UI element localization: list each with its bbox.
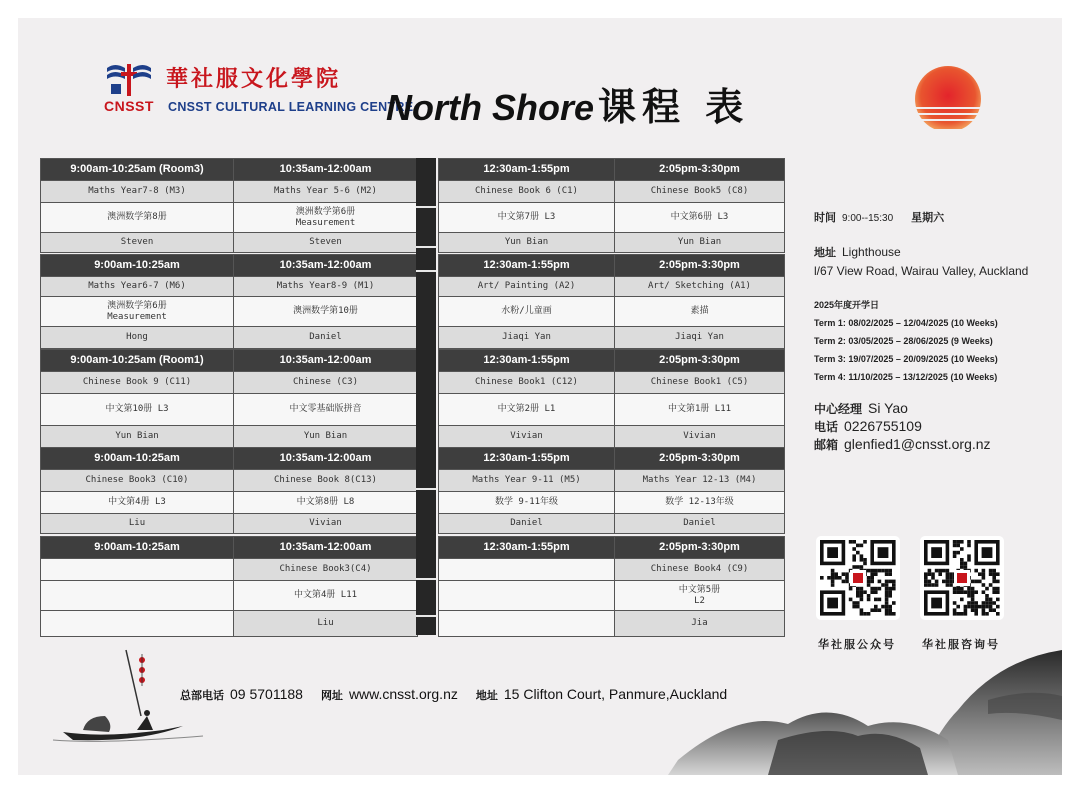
email-value[interactable]: glenfied1@cnsst.org.nz [844,436,991,452]
course-name: Chinese Book3 (C10) [41,470,234,492]
teacher-name: Jiaqi Yan [439,327,615,349]
table-row [41,426,418,448]
time-slot-header: 2:05pm-3:30pm [615,448,785,470]
teacher-name: Daniel [439,514,615,534]
time-info [814,206,950,225]
table-row [41,559,418,581]
table-row [41,297,418,327]
teacher-name: Steven [41,233,234,253]
teacher-name [439,611,615,637]
time-slot-header: 9:00am-10:25am [41,255,234,277]
qr-code-icon[interactable] [816,536,900,620]
website-link[interactable]: www.cnsst.org.nz [348,686,458,702]
time-header-row [41,255,418,277]
course-material [41,581,234,611]
time-slot-header: 9:00am-10:25am [41,537,234,559]
table-row [439,297,785,327]
schedule-table [438,349,785,448]
teacher-name: Steven [234,233,418,253]
course-material: 澳洲数学第8册 [41,203,234,233]
course-material: 水粉/儿童画 [439,297,615,327]
course-name: Chinese Book5 (C8) [615,181,785,203]
email-label: 邮箱 [814,438,839,452]
title-english: North Shore [386,87,595,128]
course-material: 中文第4册 L3 [41,492,234,514]
course-material: 中文零基础版拼音 [234,394,418,426]
address-label: 地址 [814,246,836,259]
course-material: 素描 [615,297,785,327]
qr-label-consult: 华社服咨询号 [922,638,1000,651]
table-row [41,277,418,297]
table-row [41,470,418,492]
schedule-table [40,254,418,349]
phone-row [814,418,922,435]
course-material: 中文第4册 L11 [234,581,418,611]
time-header-row [41,350,418,372]
course-name [439,559,615,581]
time-header-row [439,159,785,181]
table-row [439,581,785,611]
table-row [41,611,418,637]
time-slot-header: 9:00am-10:25am (Room1) [41,350,234,372]
time-slot-header: 2:05pm-3:30pm [615,537,785,559]
course-name: Chinese Book1 (C5) [615,372,785,394]
table-row [41,203,418,233]
teacher-name: Liu [41,514,234,534]
term-3: Term 3: 19/07/2025 – 20/09/2025 (10 Weeks) [814,354,998,364]
course-name: Chinese Book 8(C13) [234,470,418,492]
logo-text: CNSST [104,98,154,114]
course-name: Maths Year 12-13 (M4) [615,470,785,492]
course-material: 中文第7册 L3 [439,203,615,233]
hq-phone[interactable]: 09 5701188 [230,686,303,702]
hq-phone-label: 总部电话 [180,689,224,702]
term-2: Term 2: 03/05/2025 – 28/06/2025 (9 Weeks) [814,336,993,346]
table-row [439,327,785,349]
table-row [439,203,785,233]
manager-name: Si Yao [868,400,908,416]
course-material: 中文第5册 L2 [615,581,785,611]
time-slot-header: 10:35am-12:00am [234,255,418,277]
teacher-name: Yun Bian [234,426,418,448]
table-row [41,581,418,611]
course-material: 澳洲数学第10册 [234,297,418,327]
course-name: Maths Year7-8 (M3) [41,181,234,203]
schedule-table [438,158,785,253]
time-slot-header: 10:35am-12:00am [234,537,418,559]
email-row [814,436,991,453]
table-row [41,233,418,253]
course-name: Maths Year 9-11 (M5) [439,470,615,492]
term-1: Term 1: 08/02/2025 – 12/04/2025 (10 Weeks) [814,318,998,328]
term-dates [814,296,998,386]
column-separator [416,158,436,635]
phone-label: 电话 [814,420,839,434]
course-name: Art/ Painting (A2) [439,277,615,297]
schedule-table [438,536,785,637]
time-slot-header: 12:30am-1:55pm [439,448,615,470]
schedule-table [40,447,418,534]
poster [18,18,1062,775]
course-material: 中文第10册 L3 [41,394,234,426]
time-header-row [439,255,785,277]
title-chinese: 课程 表 [598,84,750,129]
phone-value[interactable]: 0226755109 [844,418,922,434]
course-material: 中文第6册 L3 [615,203,785,233]
teacher-name: Hong [41,327,234,349]
footer-address-label: 地址 [475,689,498,702]
schedule-table [40,349,418,448]
teacher-name: Vivian [234,514,418,534]
course-name: Chinese Book4 (C9) [615,559,785,581]
page-title [386,76,749,131]
course-name [41,559,234,581]
time-slot-header: 12:30am-1:55pm [439,537,615,559]
time-slot-header: 10:35am-12:00am [234,448,418,470]
teacher-name: Jiaqi Yan [615,327,785,349]
course-name: Chinese Book1 (C12) [439,372,615,394]
table-row [439,372,785,394]
table-row [41,327,418,349]
address-line1: Lighthouse [842,245,901,259]
time-slot-header: 9:00am-10:25am [41,448,234,470]
table-row [439,394,785,426]
teacher-name: Yun Bian [41,426,234,448]
address-line2: l/67 View Road, Wairau Valley, Auckland [814,264,1029,278]
teacher-name: Daniel [615,514,785,534]
sun-icon [910,63,986,129]
course-material [439,581,615,611]
table-row [439,233,785,253]
course-name: Maths Year8-9 (M1) [234,277,418,297]
ink-mountains-decoration [658,640,1062,775]
schedule-table [438,447,785,534]
schedule-table [438,254,785,349]
teacher-name: Vivian [439,426,615,448]
qr-code-icon[interactable] [920,536,1004,620]
table-row [41,514,418,534]
time-slot-header: 12:30am-1:55pm [439,350,615,372]
time-header-row [439,350,785,372]
address-line2-row [814,260,1028,279]
course-material: 数学 9-11年级 [439,492,615,514]
schedule-table [40,536,418,637]
table-row [439,492,785,514]
teacher-name: Yun Bian [615,233,785,253]
time-slot-header: 9:00am-10:25am (Room3) [41,159,234,181]
table-row [41,181,418,203]
course-name: Chinese Book 6 (C1) [439,181,615,203]
teacher-name: Jia [615,611,785,637]
footer-address: 15 Clifton Court, Panmure,Auckland [503,686,728,702]
teacher-name: Yun Bian [439,233,615,253]
course-material: 中文第1册 L11 [615,394,785,426]
org-name-chinese: 華社服文化學院 [166,66,342,92]
time-header-row [41,537,418,559]
fisherman-boat-icon [43,646,213,746]
course-name: Chinese Book 9 (C11) [41,372,234,394]
schedule-table [40,158,418,253]
course-material: 中文第2册 L1 [439,394,615,426]
time-slot-header: 12:30am-1:55pm [439,159,615,181]
table-row [41,394,418,426]
table-row [439,426,785,448]
table-row [439,277,785,297]
time-label: 时间 [814,211,836,224]
table-row [41,372,418,394]
teacher-name [41,611,234,637]
table-row [439,470,785,492]
course-name: Maths Year 5-6 (M2) [234,181,418,203]
teacher-name: Vivian [615,426,785,448]
time-header-row [41,159,418,181]
time-slot-header: 2:05pm-3:30pm [615,159,785,181]
terms-title: 2025年度开学日 [814,300,880,310]
course-name: Art/ Sketching (A1) [615,277,785,297]
course-material: 澳洲数学第6册 Measurement [41,297,234,327]
time-value: 9:00--15:30 [842,213,894,224]
course-material: 澳洲数学第6册 Measurement [234,203,418,233]
teacher-name: Liu [234,611,418,637]
address-info [814,241,901,260]
table-row [439,181,785,203]
course-name: Chinese (C3) [234,372,418,394]
time-slot-header: 10:35am-12:00am [234,350,418,372]
table-row [41,492,418,514]
table-row [439,611,785,637]
time-header-row [439,537,785,559]
course-name: Maths Year6-7 (M6) [41,277,234,297]
time-slot-header: 2:05pm-3:30pm [615,350,785,372]
time-slot-header: 2:05pm-3:30pm [615,255,785,277]
org-name-english: CNSST CULTURAL LEARNING CENTRE [168,100,414,114]
table-row [439,514,785,534]
day-label: 星期六 [911,211,945,224]
course-material: 中文第8册 L8 [234,492,418,514]
manager-label: 中心经理 [814,402,863,416]
time-header-row [439,448,785,470]
time-slot-header: 12:30am-1:55pm [439,255,615,277]
table-row [439,559,785,581]
qr-label-official: 华社服公众号 [818,638,896,651]
time-slot-header: 10:35am-12:00am [234,159,418,181]
course-material: 数学 12-13年级 [615,492,785,514]
course-name: Chinese Book3(C4) [234,559,418,581]
time-header-row [41,448,418,470]
website-label: 网址 [320,689,343,702]
teacher-name: Daniel [234,327,418,349]
manager-row [814,400,908,417]
term-4: Term 4: 11/10/2025 – 13/12/2025 (10 Weeks) [814,372,998,382]
